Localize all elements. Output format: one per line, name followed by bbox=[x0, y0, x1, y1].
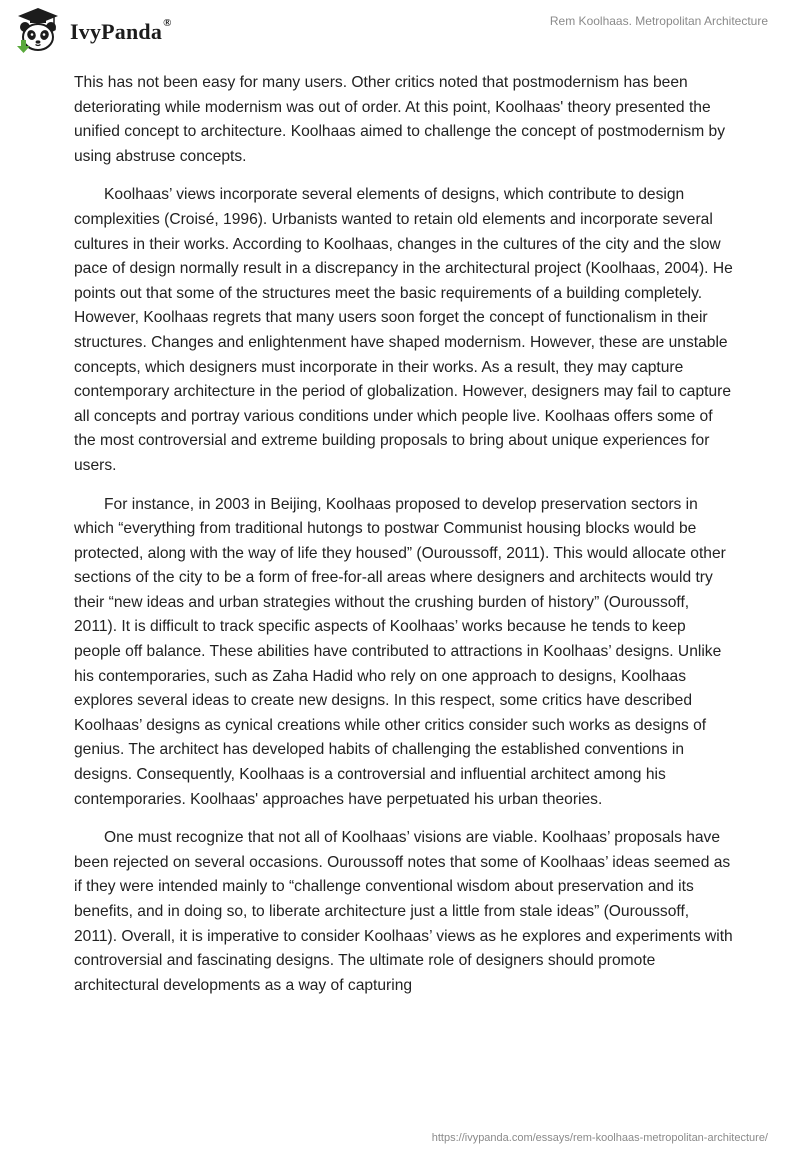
paragraph: Koolhaas’ views incorporate several elements of designs, which contribute to design complexities (Croisé, 1996). Urbanists wanted to retain old elements and incorporate several cultures in their works. According to Koolhaas, changes in the cultures of the city and the slow pace of design normally result in a discrepancy in the architectural project (Koolhaas, 2004). He points out that some of the structures meet the basic requirements of a building completely. However, Koolhaas regrets that many users soon forget the concept of functionalism in their structures. Changes and enlightenment have shaped modernism. However, these are unstable concepts, which designers must incorporate in their works. As a result, they may capture contemporary architecture in the period of globalization. However, designers may fail to capture all concepts and portray various conditions under which people live. Koolhaas offers some of the most controversial and extreme building proposals to bring about unique experiences for users. bbox=[74, 186, 733, 474]
registered-mark: ® bbox=[163, 17, 172, 29]
source-url[interactable]: https://ivypanda.com/essays/rem-koolhaas-metropolitan-architecture/ bbox=[431, 1132, 768, 1144]
paragraph: This has not been easy for many users. Other critics noted that postmodernism has been deteriorating while modernism was out of order. At this point, Koolhaas' theory presented the unified concept to architecture. Koolhaas aimed to challenge the concept of postmodernism by using abstruse concepts. bbox=[74, 74, 725, 165]
panda-graduate-icon bbox=[12, 6, 64, 56]
brand-logo[interactable] bbox=[12, 6, 172, 56]
page-header bbox=[0, 0, 800, 70]
document-title: Rem Koolhaas. Metropolitan Architecture bbox=[549, 14, 768, 28]
paragraph: One must recognize that not all of Koolhaas’ visions are viable. Koolhaas’ proposals have been rejected on several occasions. Ouroussoff notes that some of Koolhaas’ ideas seemed as if they were intended mainly to “challenge conventional wisdom about preservation and its benefits, and in doing so, to liberate architecture just a little from stale ideas” (Ouroussoff, 2011). Overall, it is imperative to consider Koolhaas’ views as he explores and experiments with controversial and fascinating designs. The ultimate role of designers should promote architectural developments as a way of capturing bbox=[74, 829, 733, 994]
brand-name bbox=[70, 19, 172, 45]
paragraph: For instance, in 2003 in Beijing, Koolhaas proposed to develop preservation sectors in which “everything from traditional hutongs to postwar Communist housing blocks would be protected, along with the way of life they housed” (Ouroussoff, 2011). This would allocate other sections of the city to be a form of free-for-all areas where designers and architects would try their “new ideas and urban strategies without the crushing burden of history” (Ouroussoff, 2011). It is difficult to track specific aspects of Koolhaas’ works because he tends to keep people off balance. These abilities have contributed to attractions in Koolhaas’ designs. Unlike his contemporaries, such as Zaha Hadid who rely on one approach to designs, Koolhaas explores several ideas to create new designs. In this respect, some critics have described Koolhaas’ designs as cynical creations while other critics consider such works as designs of genius. The architect has developed habits of challenging the established conventions in designs. Consequently, Koolhaas is a controversial and influential architect among his contemporaries. Koolhaas' approaches have perpetuated his urban theories. bbox=[74, 495, 726, 808]
brand-name-text: IvyPanda bbox=[70, 19, 163, 44]
essay-body bbox=[74, 71, 734, 1012]
